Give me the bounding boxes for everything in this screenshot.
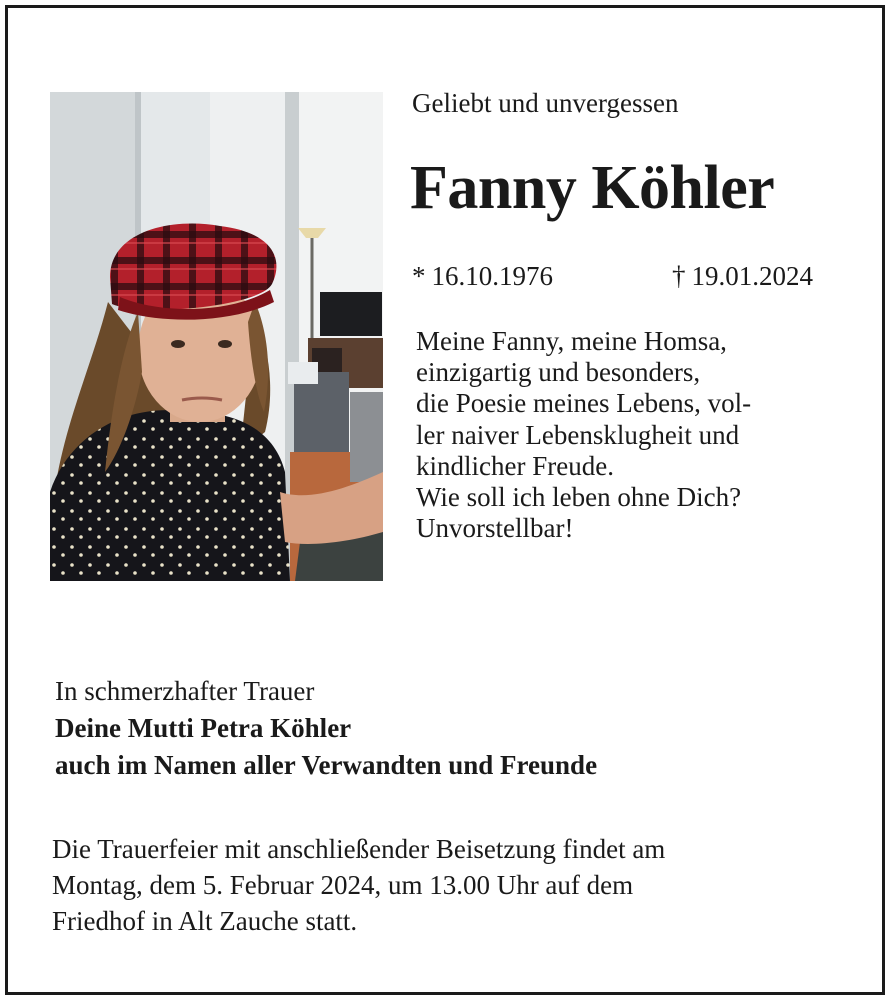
poem-line: Unvorstellbar! <box>416 513 574 544</box>
ceremony-line: Die Trauerfeier mit anschließender Beisetzung findet am <box>52 834 666 864</box>
deceased-name: Fanny Köhler <box>410 154 775 222</box>
poem-line: ler naiver Lebensklugheit und <box>416 419 740 450</box>
death-cross-symbol: † <box>672 261 686 291</box>
poem-line: Wie soll ich leben ohne Dich? <box>416 481 742 512</box>
birth-date: 16.10.1976 <box>431 261 553 291</box>
poem-line: kindlicher Freude. <box>416 450 614 481</box>
notice-heading: Geliebt und unvergessen <box>412 88 679 118</box>
mourning-intro: In schmerzhafter Trauer <box>55 676 315 706</box>
mourner-family: auch im Namen aller Verwandten und Freunde <box>55 750 598 780</box>
mourner-name: Deine Mutti Petra Köhler <box>55 713 352 743</box>
ceremony-line: Montag, dem 5. Februar 2024, um 13.00 Uhr auf dem <box>52 870 634 900</box>
death-date-line <box>672 259 813 293</box>
poem <box>416 326 751 544</box>
ceremony-line: Friedhof in Alt Zauche statt. <box>52 906 358 936</box>
ceremony-info <box>52 831 665 939</box>
portrait-photo <box>50 92 383 581</box>
poem-line: einzigartig und besonders, <box>416 357 701 388</box>
birth-date-line <box>412 259 553 293</box>
poem-line: Meine Fanny, meine Homsa, <box>416 326 727 356</box>
poem-line: die Poesie meines Lebens, vol- <box>416 388 752 419</box>
mourners-block <box>55 673 597 784</box>
death-date: 19.01.2024 <box>691 261 813 291</box>
birth-star-symbol: * <box>412 261 426 291</box>
